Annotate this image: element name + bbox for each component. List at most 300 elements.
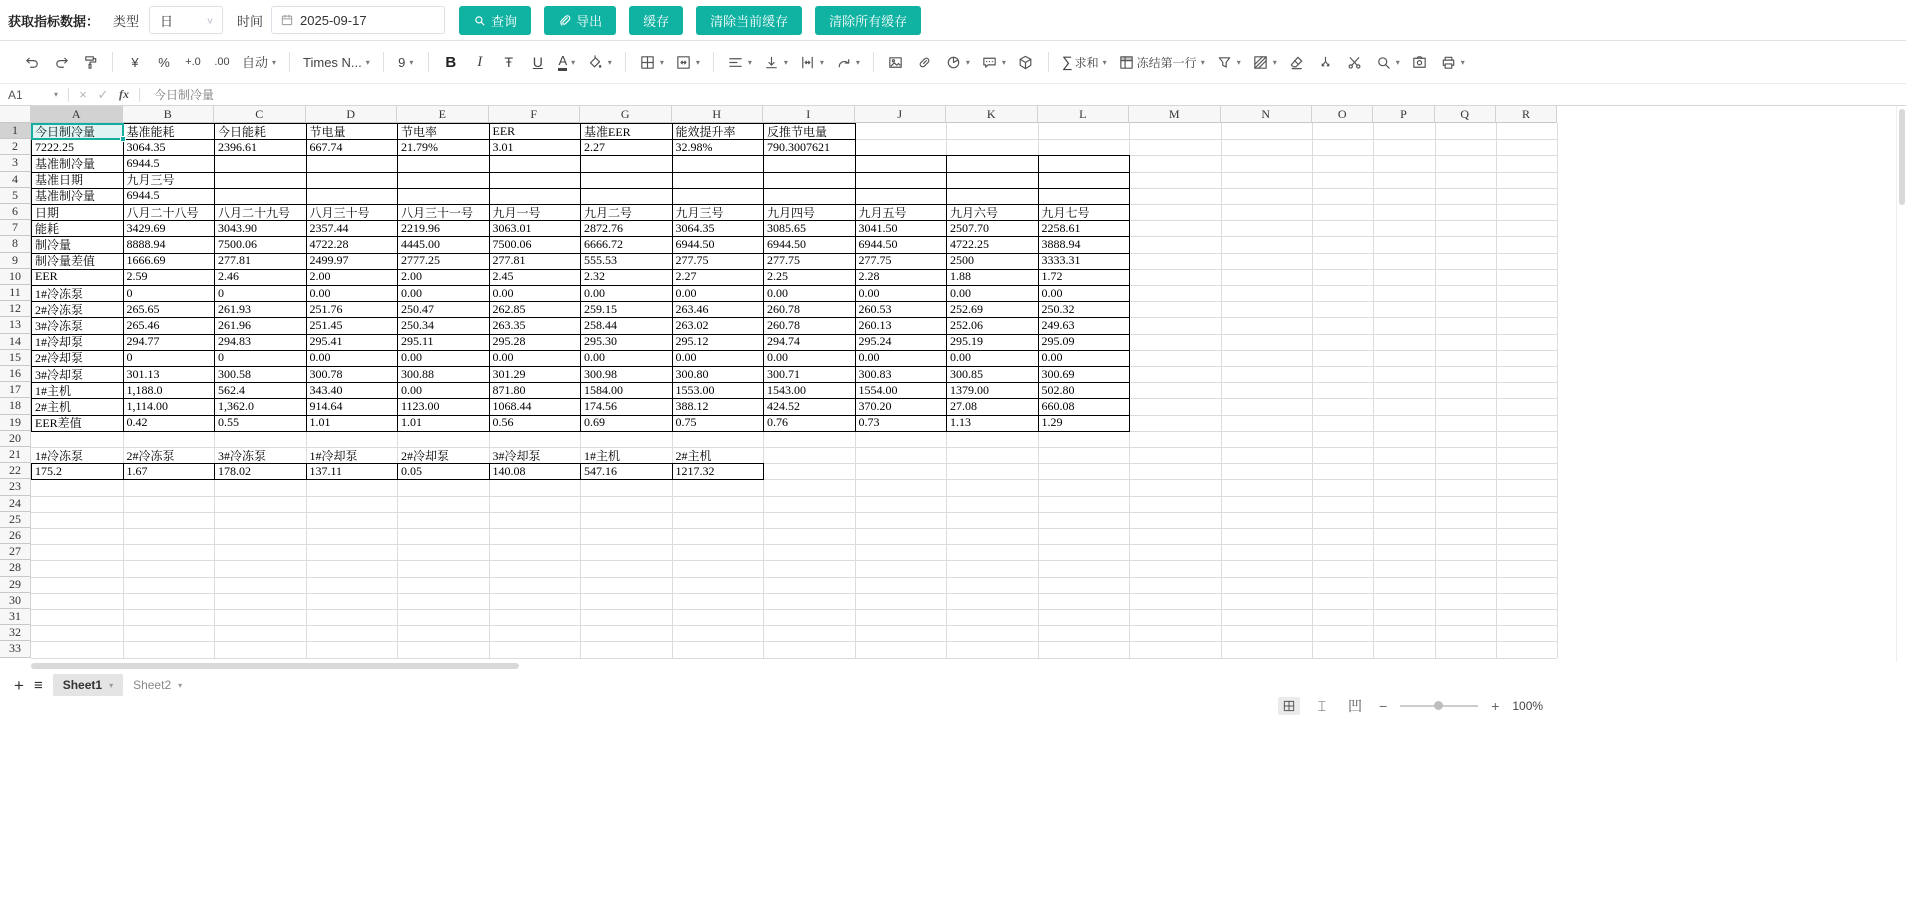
cell-J16[interactable]: 300.83 — [858, 366, 892, 381]
cell-E19[interactable]: 1.01 — [401, 415, 422, 430]
cell-B15[interactable]: 0 — [126, 350, 133, 365]
zoom-out-button[interactable]: − — [1379, 698, 1388, 714]
cell-K14[interactable]: 295.19 — [950, 334, 983, 349]
row-header-4[interactable]: 4 — [0, 172, 31, 188]
cell-C19[interactable]: 0.55 — [218, 415, 239, 430]
column-header-L[interactable]: L — [1038, 106, 1130, 123]
row-header-1[interactable]: 1 — [0, 123, 31, 139]
cell-L8[interactable]: 3888.94 — [1041, 236, 1081, 251]
sheet-list-icon[interactable]: ≡ — [33, 676, 43, 694]
redo-button[interactable] — [49, 49, 73, 75]
cell-E9[interactable]: 2777.25 — [401, 253, 440, 268]
cell-J18[interactable]: 370.20 — [858, 398, 892, 413]
cell-J14[interactable]: 295.24 — [858, 334, 892, 349]
cell-F2[interactable]: 3.01 — [492, 139, 514, 154]
cell-E6[interactable]: 八月三十一号 — [401, 205, 474, 220]
number-format-button[interactable] — [239, 49, 279, 75]
cell-C6[interactable]: 八月二十九号 — [218, 205, 291, 220]
column-header-A[interactable]: A — [31, 106, 123, 123]
cell-H11[interactable]: 0.00 — [675, 285, 697, 300]
cell-C2[interactable]: 2396.61 — [218, 139, 257, 154]
row-header-23[interactable]: 23 — [0, 479, 31, 495]
name-box[interactable] — [0, 84, 64, 105]
cell-E15[interactable]: 0.00 — [401, 350, 422, 365]
cell-J9[interactable]: 277.75 — [858, 253, 892, 268]
cell-C18[interactable]: 1,362.0 — [218, 398, 254, 413]
cell-K6[interactable]: 九月六号 — [950, 205, 999, 220]
horizontal-scrollbar-thumb[interactable] — [31, 663, 519, 669]
page-break-view-icon[interactable]: 凹 — [1348, 698, 1362, 714]
cell-E7[interactable]: 2219.96 — [401, 220, 440, 235]
cell-F1[interactable]: EER — [492, 123, 516, 138]
font-family-button[interactable] — [300, 49, 373, 75]
undo-button[interactable] — [20, 49, 44, 75]
cell-A21[interactable]: 1#冷冻泵 — [35, 448, 84, 463]
zoom-in-button[interactable]: + — [1491, 698, 1500, 714]
cell-E2[interactable]: 21.79% — [401, 139, 438, 154]
format-painter-button[interactable] — [78, 49, 102, 75]
cell-B9[interactable]: 1666.69 — [126, 253, 166, 268]
column-header-K[interactable]: K — [946, 106, 1038, 123]
cell-L7[interactable]: 2258.61 — [1041, 220, 1081, 235]
cell-G2[interactable]: 2.27 — [584, 139, 605, 154]
page-layout-view-icon[interactable]: ⌶ — [1317, 697, 1327, 714]
cell-H21[interactable]: 2#主机 — [675, 448, 712, 463]
cell-F16[interactable]: 301.29 — [492, 366, 526, 381]
cell-A11[interactable]: 1#冷冻泵 — [35, 286, 84, 301]
row-header-7[interactable]: 7 — [0, 220, 31, 236]
cell-G14[interactable]: 295.30 — [584, 334, 617, 349]
bold-button[interactable] — [439, 49, 463, 75]
cell-A4[interactable]: 基准日期 — [35, 173, 84, 188]
insert-image-button[interactable] — [884, 49, 908, 75]
cell-D19[interactable]: 1.01 — [309, 415, 331, 430]
cell-F21[interactable]: 3#冷却泵 — [492, 448, 541, 463]
column-header-D[interactable]: D — [306, 106, 398, 123]
strikethrough-button[interactable] — [497, 49, 521, 75]
cell-G1[interactable]: 基准EER — [584, 124, 631, 139]
cell-E14[interactable]: 295.11 — [401, 334, 434, 349]
row-header-3[interactable]: 3 — [0, 155, 31, 171]
cell-B18[interactable]: 1,114.00 — [126, 398, 169, 413]
column-header-J[interactable]: J — [855, 106, 947, 123]
cell-G11[interactable]: 0.00 — [584, 285, 605, 300]
insert-link-button[interactable] — [913, 49, 937, 75]
row-header-18[interactable]: 18 — [0, 398, 31, 414]
cell-H19[interactable]: 0.75 — [675, 415, 697, 430]
row-header-20[interactable]: 20 — [0, 431, 31, 447]
cell-D18[interactable]: 914.64 — [309, 398, 343, 413]
cell-H2[interactable]: 32.98% — [675, 139, 713, 154]
cell-F12[interactable]: 262.85 — [492, 301, 526, 316]
cell-A2[interactable]: 7222.25 — [35, 139, 74, 154]
cell-A22[interactable]: 175.2 — [35, 463, 62, 478]
cell-G10[interactable]: 2.32 — [584, 269, 605, 284]
cell-F7[interactable]: 3063.01 — [492, 220, 532, 235]
cell-D15[interactable]: 0.00 — [309, 350, 331, 365]
fill-color-button[interactable] — [584, 49, 615, 75]
cell-L6[interactable]: 九月七号 — [1041, 205, 1090, 220]
cell-K11[interactable]: 0.00 — [950, 285, 971, 300]
cell-E13[interactable]: 250.34 — [401, 317, 434, 332]
find-button[interactable] — [1372, 49, 1403, 75]
cell-F17[interactable]: 871.80 — [492, 382, 526, 397]
cell-H15[interactable]: 0.00 — [675, 350, 697, 365]
row-header-21[interactable]: 21 — [0, 447, 31, 463]
cell-B6[interactable]: 八月二十八号 — [126, 205, 199, 220]
cut-button[interactable] — [1343, 49, 1367, 75]
cell-C17[interactable]: 562.4 — [218, 382, 245, 397]
column-header-O[interactable]: O — [1312, 106, 1373, 123]
column-header-P[interactable]: P — [1373, 106, 1434, 123]
sheet-tab-sheet2[interactable] — [123, 674, 192, 696]
cell-K19[interactable]: 1.13 — [950, 415, 971, 430]
row-header-17[interactable]: 17 — [0, 382, 31, 398]
cell-D12[interactable]: 251.76 — [309, 301, 343, 316]
cell-I1[interactable]: 反推节电量 — [767, 124, 828, 139]
cell-A3[interactable]: 基准制冷量 — [35, 156, 96, 171]
borders-button[interactable] — [636, 49, 667, 75]
cell-K16[interactable]: 300.85 — [950, 366, 983, 381]
cell-B10[interactable]: 2.59 — [126, 269, 148, 284]
cell-D1[interactable]: 节电量 — [309, 124, 346, 139]
column-header-N[interactable]: N — [1221, 106, 1313, 123]
cell-E18[interactable]: 1123.00 — [401, 398, 440, 413]
zoom-slider[interactable] — [1400, 705, 1478, 707]
column-header-E[interactable]: E — [397, 106, 489, 123]
cell-B17[interactable]: 1,188.0 — [126, 382, 163, 397]
cell-I16[interactable]: 300.71 — [767, 366, 800, 381]
row-header-22[interactable]: 22 — [0, 463, 31, 479]
confirm-icon[interactable]: ✓ — [97, 86, 109, 102]
cell-G13[interactable]: 258.44 — [584, 317, 617, 332]
clear-all-cache-button[interactable] — [815, 6, 921, 35]
cell-H12[interactable]: 263.46 — [675, 301, 709, 316]
clear-current-cache-button[interactable] — [696, 6, 802, 35]
cell-E8[interactable]: 4445.00 — [401, 236, 440, 251]
cell-F15[interactable]: 0.00 — [492, 350, 514, 365]
fill-handle[interactable] — [120, 136, 126, 142]
cell-A7[interactable]: 能耗 — [35, 221, 60, 236]
cell-E21[interactable]: 2#冷却泵 — [401, 448, 450, 463]
percent-format-button[interactable] — [152, 49, 176, 75]
cell-L19[interactable]: 1.29 — [1041, 415, 1063, 430]
cell-I18[interactable]: 424.52 — [767, 398, 800, 413]
cell-G18[interactable]: 174.56 — [584, 398, 617, 413]
cell-L17[interactable]: 502.80 — [1041, 382, 1075, 397]
cell-B1[interactable]: 基准能耗 — [126, 124, 175, 139]
cell-L9[interactable]: 3333.31 — [1041, 253, 1081, 268]
cell-B2[interactable]: 3064.35 — [126, 139, 166, 154]
cell-F10[interactable]: 2.45 — [492, 269, 514, 284]
cell-K17[interactable]: 1379.00 — [950, 382, 989, 397]
column-header-H[interactable]: H — [672, 106, 764, 123]
cell-G22[interactable]: 547.16 — [584, 463, 617, 478]
cell-B8[interactable]: 8888.94 — [126, 236, 166, 251]
cell-A6[interactable]: 日期 — [35, 205, 60, 220]
zoom-slider-thumb[interactable] — [1434, 701, 1443, 710]
cell-A1[interactable]: 今日制冷量 — [35, 124, 96, 139]
text-wrap-button[interactable] — [796, 49, 827, 75]
split-column-button[interactable] — [1314, 49, 1338, 75]
horizontal-align-button[interactable] — [724, 49, 755, 75]
cell-G15[interactable]: 0.00 — [584, 350, 605, 365]
cell-H17[interactable]: 1553.00 — [675, 382, 715, 397]
row-header-10[interactable]: 10 — [0, 269, 31, 285]
horizontal-scrollbar[interactable] — [0, 662, 1886, 670]
italic-button[interactable] — [468, 49, 492, 75]
cell-G16[interactable]: 300.98 — [584, 366, 617, 381]
cell-D16[interactable]: 300.78 — [309, 366, 343, 381]
select-all-corner[interactable] — [0, 106, 31, 123]
cell-I11[interactable]: 0.00 — [767, 285, 788, 300]
cell-I2[interactable]: 790.3007621 — [767, 139, 830, 154]
cell-D13[interactable]: 251.45 — [309, 317, 343, 332]
cell-F6[interactable]: 九月一号 — [492, 205, 541, 220]
cell-I8[interactable]: 6944.50 — [767, 236, 806, 251]
cell-A18[interactable]: 2#主机 — [35, 399, 72, 414]
cell-A13[interactable]: 3#冷冻泵 — [35, 318, 84, 333]
export-button[interactable] — [544, 6, 616, 35]
cell-E11[interactable]: 0.00 — [401, 285, 422, 300]
cell-L15[interactable]: 0.00 — [1041, 350, 1063, 365]
cell-D7[interactable]: 2357.44 — [309, 220, 349, 235]
row-header-14[interactable]: 14 — [0, 334, 31, 350]
cell-I6[interactable]: 九月四号 — [767, 205, 816, 220]
cell-B3[interactable]: 6944.5 — [126, 155, 160, 170]
cell-D11[interactable]: 0.00 — [309, 285, 331, 300]
cell-B12[interactable]: 265.65 — [126, 301, 160, 316]
cell-K7[interactable]: 2507.70 — [950, 220, 989, 235]
cell-G12[interactable]: 259.15 — [584, 301, 617, 316]
add-sheet-button[interactable]: + — [14, 675, 24, 695]
cell-E1[interactable]: 节电率 — [401, 124, 438, 139]
cell-I13[interactable]: 260.78 — [767, 317, 800, 332]
cell-B11[interactable]: 0 — [126, 285, 133, 300]
column-header-F[interactable]: F — [489, 106, 581, 123]
cell-E12[interactable]: 250.47 — [401, 301, 434, 316]
cell-J12[interactable]: 260.53 — [858, 301, 892, 316]
cell-A8[interactable]: 制冷量 — [35, 237, 72, 252]
cell-L18[interactable]: 660.08 — [1041, 398, 1075, 413]
cell-D6[interactable]: 八月三十号 — [309, 205, 370, 220]
cell-J7[interactable]: 3041.50 — [858, 220, 898, 235]
row-header-26[interactable]: 26 — [0, 528, 31, 544]
row-header-15[interactable]: 15 — [0, 350, 31, 366]
cell-C13[interactable]: 261.96 — [218, 317, 251, 332]
cell-C7[interactable]: 3043.90 — [218, 220, 257, 235]
cell-F9[interactable]: 277.81 — [492, 253, 526, 268]
cell-I9[interactable]: 277.75 — [767, 253, 800, 268]
cell-H14[interactable]: 295.12 — [675, 334, 709, 349]
filter-button[interactable] — [1213, 49, 1244, 75]
cell-C1[interactable]: 今日能耗 — [218, 124, 267, 139]
row-header-29[interactable]: 29 — [0, 577, 31, 593]
row-header-25[interactable]: 25 — [0, 512, 31, 528]
cell-K18[interactable]: 27.08 — [950, 398, 977, 413]
cell-G19[interactable]: 0.69 — [584, 415, 605, 430]
cell-B16[interactable]: 301.13 — [126, 366, 160, 381]
column-header-M[interactable]: M — [1129, 106, 1221, 123]
increase-decimal-button[interactable] — [210, 49, 234, 75]
cell-B19[interactable]: 0.42 — [126, 415, 148, 430]
row-header-9[interactable]: 9 — [0, 253, 31, 269]
cell-F13[interactable]: 263.35 — [492, 317, 526, 332]
cell-B21[interactable]: 2#冷冻泵 — [126, 448, 175, 463]
row-header-27[interactable]: 27 — [0, 544, 31, 560]
cell-B13[interactable]: 265.46 — [126, 317, 160, 332]
cell-E17[interactable]: 0.00 — [401, 382, 422, 397]
cell-A17[interactable]: 1#主机 — [35, 383, 72, 398]
cell-C16[interactable]: 300.58 — [218, 366, 251, 381]
cell-I15[interactable]: 0.00 — [767, 350, 788, 365]
cell-F18[interactable]: 1068.44 — [492, 398, 532, 413]
column-header-G[interactable]: G — [580, 106, 672, 123]
formula-input[interactable]: 今日制冷量 — [154, 88, 215, 102]
cell-K13[interactable]: 252.06 — [950, 317, 983, 332]
data-verification-button[interactable] — [1014, 49, 1038, 75]
cell-D8[interactable]: 4722.28 — [309, 236, 349, 251]
cell-C21[interactable]: 3#冷冻泵 — [218, 448, 267, 463]
cell-C12[interactable]: 261.93 — [218, 301, 251, 316]
date-input[interactable] — [271, 6, 445, 34]
cell-D2[interactable]: 667.74 — [309, 139, 343, 154]
cell-H22[interactable]: 1217.32 — [675, 463, 715, 478]
row-header-16[interactable]: 16 — [0, 366, 31, 382]
cell-G17[interactable]: 1584.00 — [584, 382, 623, 397]
cell-A14[interactable]: 1#冷却泵 — [35, 335, 84, 350]
font-size-button[interactable] — [394, 49, 418, 75]
cell-L14[interactable]: 295.09 — [1041, 334, 1075, 349]
cell-I10[interactable]: 2.25 — [767, 269, 788, 284]
cell-H1[interactable]: 能效提升率 — [675, 124, 736, 139]
row-header-33[interactable]: 33 — [0, 641, 31, 657]
cell-I12[interactable]: 260.78 — [767, 301, 800, 316]
fx-icon[interactable]: fx — [119, 87, 129, 101]
cell-J19[interactable]: 0.73 — [858, 415, 880, 430]
cell-L12[interactable]: 250.32 — [1041, 301, 1075, 316]
decrease-decimal-button[interactable] — [181, 49, 205, 75]
column-header-R[interactable]: R — [1496, 106, 1557, 123]
cell-L13[interactable]: 249.63 — [1041, 317, 1075, 332]
cell-C15[interactable]: 0 — [218, 350, 224, 365]
cell-D10[interactable]: 2.00 — [309, 269, 331, 284]
currency-format-button[interactable] — [123, 49, 147, 75]
cell-H13[interactable]: 263.02 — [675, 317, 709, 332]
cell-D17[interactable]: 343.40 — [309, 382, 343, 397]
query-button[interactable] — [459, 6, 531, 35]
clear-format-button[interactable] — [1285, 49, 1309, 75]
row-header-5[interactable]: 5 — [0, 188, 31, 204]
cell-C11[interactable]: 0 — [218, 285, 224, 300]
cell-A12[interactable]: 2#冷冻泵 — [35, 302, 84, 317]
cell-J6[interactable]: 九月五号 — [858, 205, 907, 220]
cell-I14[interactable]: 294.74 — [767, 334, 800, 349]
cell-A15[interactable]: 2#冷却泵 — [35, 351, 84, 366]
cell-G21[interactable]: 1#主机 — [584, 448, 621, 463]
conditional-format-button[interactable] — [1249, 49, 1280, 75]
cell-H7[interactable]: 3064.35 — [675, 220, 715, 235]
cell-J10[interactable]: 2.28 — [858, 269, 880, 284]
cell-F11[interactable]: 0.00 — [492, 285, 514, 300]
cell-E22[interactable]: 0.05 — [401, 463, 422, 478]
cell-I7[interactable]: 3085.65 — [767, 220, 806, 235]
cell-C10[interactable]: 2.46 — [218, 269, 239, 284]
print-button[interactable] — [1437, 49, 1468, 75]
row-header-32[interactable]: 32 — [0, 625, 31, 641]
cache-button[interactable] — [629, 6, 683, 35]
cell-G8[interactable]: 6666.72 — [584, 236, 623, 251]
cell-H10[interactable]: 2.27 — [675, 269, 697, 284]
row-header-6[interactable]: 6 — [0, 204, 31, 220]
merge-cells-button[interactable] — [672, 49, 703, 75]
screenshot-button[interactable] — [1408, 49, 1432, 75]
cell-C8[interactable]: 7500.06 — [218, 236, 257, 251]
freeze-button[interactable] — [1115, 49, 1208, 75]
cell-I19[interactable]: 0.76 — [767, 415, 788, 430]
cell-A19[interactable]: EER差值 — [35, 416, 82, 431]
cell-F19[interactable]: 0.56 — [492, 415, 514, 430]
cell-I17[interactable]: 1543.00 — [767, 382, 806, 397]
cell-D14[interactable]: 295.41 — [309, 334, 343, 349]
type-select[interactable] — [149, 6, 223, 34]
cell-C22[interactable]: 178.02 — [218, 463, 251, 478]
cell-H18[interactable]: 388.12 — [675, 398, 709, 413]
cell-D22[interactable]: 137.11 — [309, 463, 343, 478]
cell-K10[interactable]: 1.88 — [950, 269, 971, 284]
cell-J13[interactable]: 260.13 — [858, 317, 892, 332]
cell-K8[interactable]: 4722.25 — [950, 236, 989, 251]
cell-A9[interactable]: 制冷量差值 — [35, 254, 96, 269]
cell-K12[interactable]: 252.69 — [950, 301, 983, 316]
comment-button[interactable] — [978, 49, 1009, 75]
cell-E10[interactable]: 2.00 — [401, 269, 422, 284]
row-header-12[interactable]: 12 — [0, 301, 31, 317]
cell-K15[interactable]: 0.00 — [950, 350, 971, 365]
row-header-24[interactable]: 24 — [0, 496, 31, 512]
cell-K9[interactable]: 2500 — [950, 253, 974, 268]
cell-B4[interactable]: 九月三号 — [126, 173, 175, 188]
row-header-11[interactable]: 11 — [0, 285, 31, 301]
text-color-button[interactable] — [555, 49, 579, 75]
cell-G7[interactable]: 2872.76 — [584, 220, 623, 235]
row-header-13[interactable]: 13 — [0, 317, 31, 333]
grid-view-icon[interactable] — [1278, 697, 1300, 715]
sum-button[interactable] — [1059, 49, 1110, 75]
cell-B7[interactable]: 3429.69 — [126, 220, 166, 235]
cell-L11[interactable]: 0.00 — [1041, 285, 1063, 300]
cell-G9[interactable]: 555.53 — [584, 253, 617, 268]
cancel-icon[interactable]: × — [79, 87, 87, 102]
cell-H8[interactable]: 6944.50 — [675, 236, 715, 251]
column-header-C[interactable]: C — [214, 106, 306, 123]
row-header-19[interactable]: 19 — [0, 415, 31, 431]
row-header-30[interactable]: 30 — [0, 593, 31, 609]
underline-button[interactable] — [526, 49, 550, 75]
cell-D21[interactable]: 1#冷却泵 — [309, 448, 358, 463]
cell-F14[interactable]: 295.28 — [492, 334, 526, 349]
vertical-align-button[interactable] — [760, 49, 791, 75]
cell-D9[interactable]: 2499.97 — [309, 253, 349, 268]
text-rotate-button[interactable] — [832, 49, 863, 75]
cell-C9[interactable]: 277.81 — [218, 253, 251, 268]
cell-J15[interactable]: 0.00 — [858, 350, 880, 365]
cell-L10[interactable]: 1.72 — [1041, 269, 1063, 284]
cell-H9[interactable]: 277.75 — [675, 253, 709, 268]
vertical-scrollbar[interactable] — [1896, 106, 1906, 662]
column-header-B[interactable]: B — [123, 106, 215, 123]
cell-F8[interactable]: 7500.06 — [492, 236, 532, 251]
